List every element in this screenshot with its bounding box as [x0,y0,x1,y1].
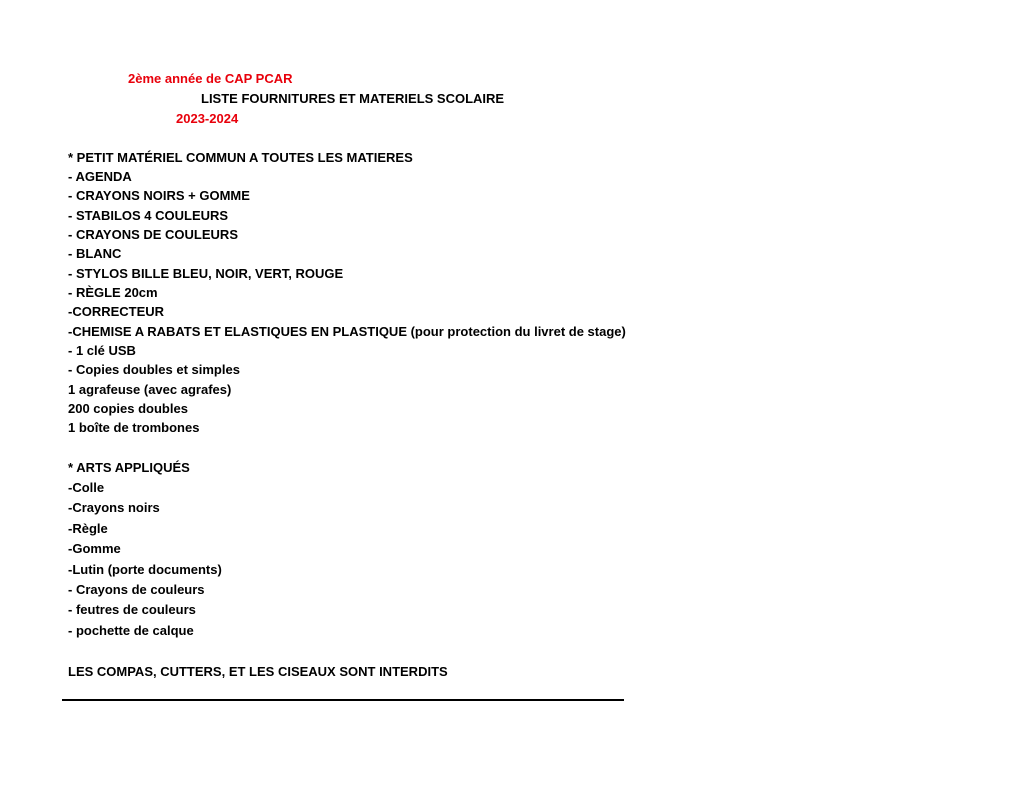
list-item: - feutres de couleurs [68,602,196,617]
list-item: - 1 clé USB [68,343,136,358]
list-item: -Gomme [68,541,121,556]
school-year: 2023-2024 [176,111,239,126]
list-item: -Colle [68,480,105,495]
list-item: - RÈGLE 20cm [68,285,158,300]
list-item: - AGENDA [68,169,132,184]
list-item: 1 boîte de trombones [68,420,200,435]
section-arts-heading: * ARTS APPLIQUÉS [68,460,190,475]
list-item: -Crayons noirs [68,500,160,515]
list-item: -CHEMISE A RABATS ET ELASTIQUES EN PLASTIQUE (pour protection du livret de stage) [68,324,626,339]
list-item: - pochette de calque [68,623,194,638]
list-item: - STABILOS 4 COULEURS [68,208,229,223]
list-item: - CRAYONS NOIRS + GOMME [68,188,250,203]
list-title: LISTE FOURNITURES ET MATERIELS SCOLAIRE [201,91,505,106]
list-item: - STYLOS BILLE BLEU, NOIR, VERT, ROUGE [68,266,344,281]
list-item: - BLANC [68,246,122,261]
list-item: -CORRECTEUR [68,304,165,319]
warning-text: LES COMPAS, CUTTERS, ET LES CISEAUX SONT INTERDITS [68,664,448,679]
list-item: - Crayons de couleurs [68,582,205,597]
section-common-heading: * PETIT MATÉRIEL COMMUN A TOUTES LES MATIERES [68,150,413,165]
list-item: -Règle [68,521,108,536]
list-item: 1 agrafeuse (avec agrafes) [68,382,232,397]
list-item: 200 copies doubles [68,401,188,416]
class-title: 2ème année de CAP PCAR [128,71,293,86]
list-item: - Copies doubles et simples [68,362,240,377]
list-item: - CRAYONS DE COULEURS [68,227,238,242]
list-item: -Lutin (porte documents) [68,562,222,577]
horizontal-rule [62,699,624,701]
